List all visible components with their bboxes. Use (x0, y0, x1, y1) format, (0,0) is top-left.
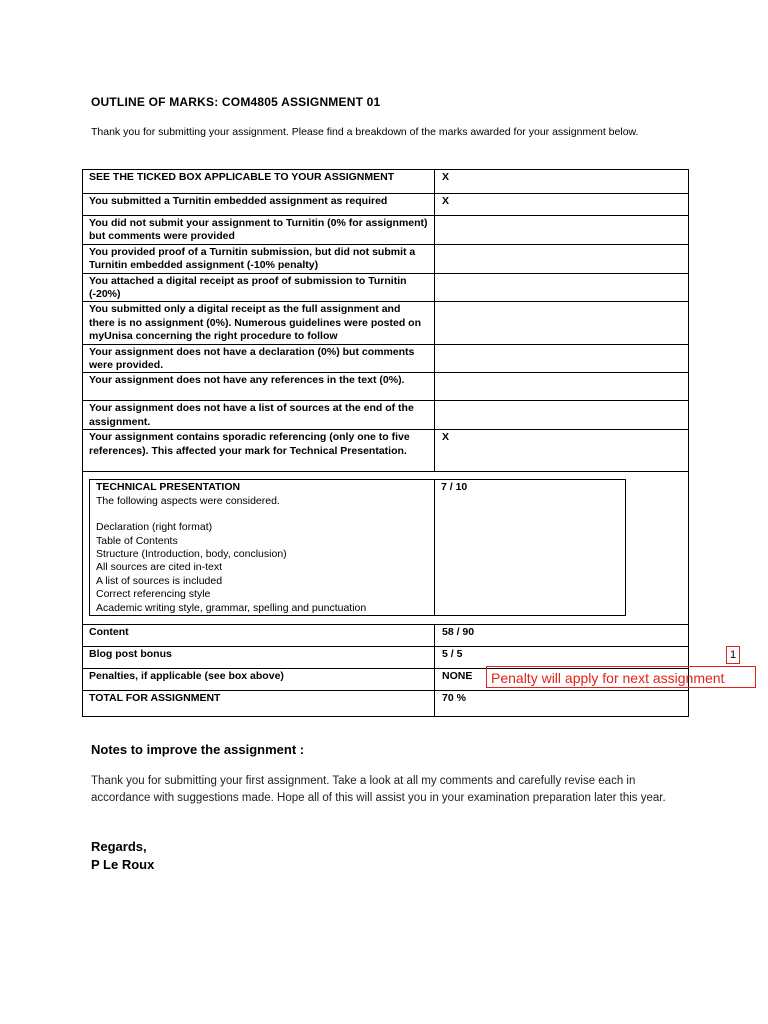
technical-score: 7 / 10 (435, 480, 626, 616)
tick-cell: X (435, 430, 689, 472)
criterion-cell: Your assignment contains sporadic referencing (only one to five references). This affected your mark for Technical Presentation. (83, 430, 435, 472)
table-row (83, 625, 689, 647)
criterion-cell: You provided proof of a Turnitin submission, but did not submit a Turnitin embedded assignment (-10% penalty) (83, 244, 435, 273)
page-title: OUTLINE OF MARKS: COM4805 ASSIGNMENT 01 (91, 95, 381, 109)
notes-heading: Notes to improve the assignment : (91, 742, 305, 757)
summary-label: TOTAL FOR ASSIGNMENT (83, 691, 435, 717)
notes-paragraph: Thank you for submitting your first assignment. Take a look at all my comments and carefully revise each in accordance with suggestions made. Hope all of this will assist you in your examination preparation later this year. (91, 775, 666, 804)
criterion-cell: You submitted only a digital receipt as the full assignment and there is no assignment (0%). Numerous guidelines were posted on myUnisa concerning the right procedure to follow (83, 302, 435, 344)
technical-presentation-wrapper (83, 472, 689, 625)
tick-cell: X (435, 194, 689, 216)
technical-presentation-table (89, 479, 626, 616)
tick-cell (435, 273, 689, 302)
tick-cell (435, 373, 689, 401)
summary-value: 58 / 90 (435, 625, 689, 647)
table-row (83, 170, 689, 194)
tick-cell (435, 216, 689, 245)
list-item: Academic writing style, grammar, spelling and punctuation (96, 601, 367, 614)
table-row (83, 373, 689, 401)
table-row (83, 691, 689, 717)
summary-label: Penalties, if applicable (see box above) (83, 669, 435, 691)
tick-cell (435, 302, 689, 344)
table-row (83, 430, 689, 472)
summary-value: 70 % (435, 691, 689, 717)
table-row (83, 244, 689, 273)
criterion-cell: You did not submit your assignment to Turnitin (0% for assignment) but comments were provided (83, 216, 435, 245)
tick-cell: X (435, 170, 689, 194)
marks-table (82, 169, 689, 717)
technical-subheading: The following aspects were considered. (96, 494, 280, 507)
table-row (83, 344, 689, 373)
intro-paragraph: Thank you for submitting your assignment. Please find a breakdown of the marks awarded for your assignment below. (91, 126, 639, 138)
list-item: Correct referencing style (96, 588, 211, 601)
criterion-cell: You attached a digital receipt as proof of submission to Turnitin (-20%) (83, 273, 435, 302)
criterion-cell: SEE THE TICKED BOX APPLICABLE TO YOUR ASSIGNMENT (83, 170, 435, 194)
list-item: Table of Contents (96, 534, 178, 547)
criterion-cell: Your assignment does not have a declaration (0%) but comments were provided. (83, 344, 435, 373)
list-item: A list of sources is included (96, 574, 223, 587)
technical-presentation-row (83, 472, 689, 625)
tick-cell (435, 344, 689, 373)
list-item: Declaration (right format) (96, 521, 213, 534)
criterion-cell: Your assignment does not have a list of sources at the end of the assignment. (83, 401, 435, 430)
sign-off (91, 838, 154, 874)
regards-text: Regards, (91, 839, 147, 854)
tick-cell (435, 401, 689, 430)
criterion-cell: Your assignment does not have any references in the text (0%). (83, 373, 435, 401)
technical-presentation-criteria (90, 480, 435, 616)
table-row (83, 216, 689, 245)
penalty-comment[interactable]: Penalty will apply for next assignment (486, 666, 756, 688)
summary-label: Content (83, 625, 435, 647)
criterion-cell: You submitted a Turnitin embedded assignment as required (83, 194, 435, 216)
table-row (83, 273, 689, 302)
table-row (83, 401, 689, 430)
summary-value: 5 / 5 (435, 647, 689, 669)
table-row (83, 194, 689, 216)
tick-cell (435, 244, 689, 273)
signature-name: P Le Roux (91, 857, 155, 872)
list-item: All sources are cited in-text (96, 561, 223, 574)
table-row (83, 302, 689, 344)
list-item: Structure (Introduction, body, conclusion) (96, 547, 287, 560)
summary-label: Blog post bonus (83, 647, 435, 669)
summary-value: NONE (435, 669, 689, 691)
comment-number-badge[interactable]: 1 (726, 646, 740, 664)
technical-heading: TECHNICAL PRESENTATION (96, 481, 241, 494)
